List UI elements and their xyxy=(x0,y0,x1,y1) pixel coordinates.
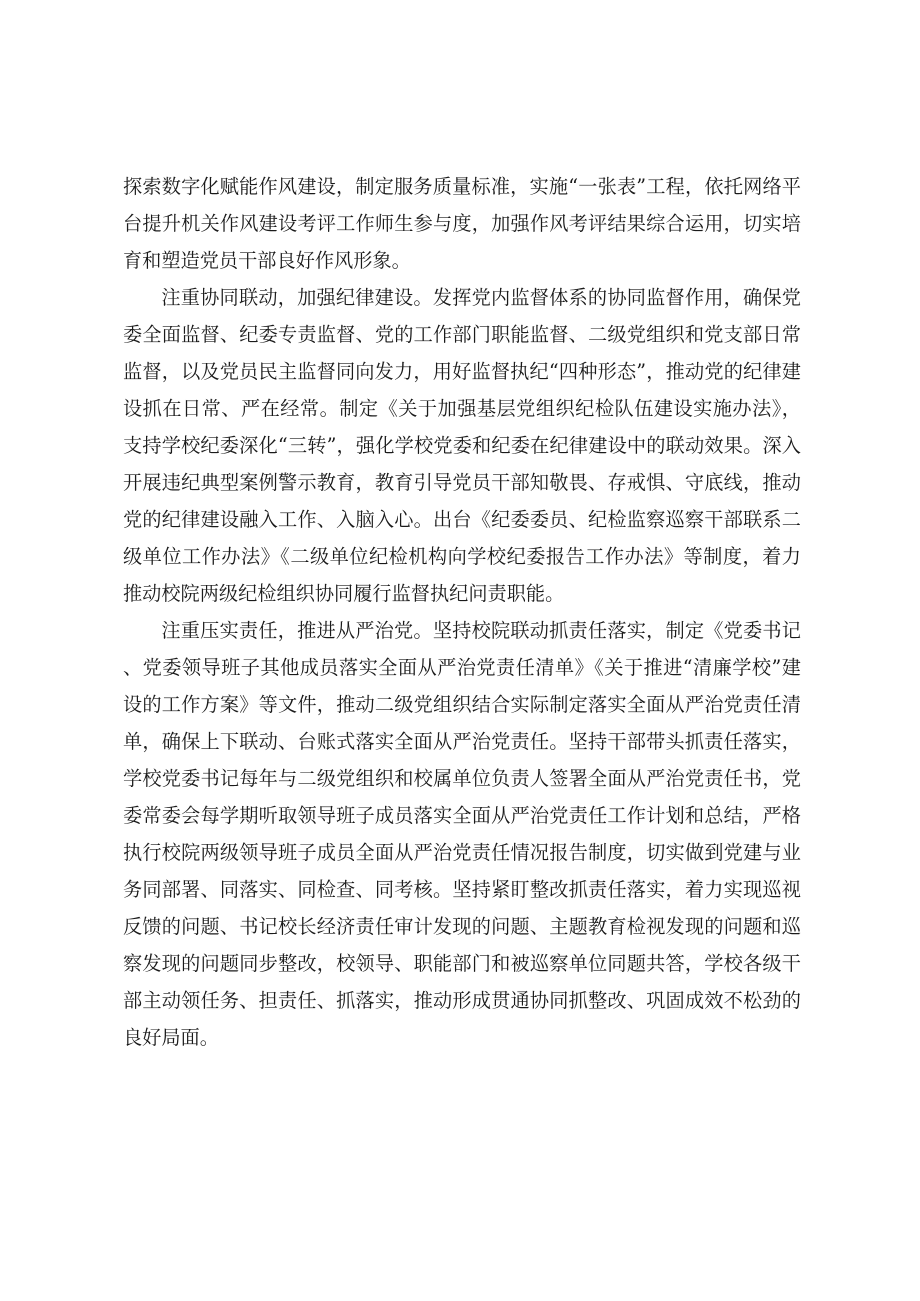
paragraph-work-style: 探索数字化赋能作风建设，制定服务质量标准，实施“一张表”工程，依托网络平台提升机关作风建设考评工作师生参与度，加强作风考评结果综合运用，切实培育和塑造党员干部良好作风形象。 xyxy=(123,175,801,272)
paragraph-discipline-building: 注重协同联动，加强纪律建设。发挥党内监督体系的协同监督作用，确保党委全面监督、纪委专责监督、党的工作部门职能监督、二级党组织和党支部日常监督，以及党员民主监督同向发力，用好监督执纪“四种形态”，推动党的纪律建设抓在日常、严在经常。制定《关于加强基层党组织纪检队伍建设实施办法》，支持学校纪委深化“三转”，强化学校党委和纪委在纪律建设中的联动效果。深入开展违纪典型案例警示教育，教育引导党员干部知敬畏、存戒惧、守底线，推动党的纪律建设融入工作、入脑入心。出台《纪委委员、纪检监察巡察干部联系二级单位工作办法》《二级单位纪检机构向学校纪委报告工作办法》等制度，着力推动校院两级纪检组织协同履行监督执纪问责职能。 xyxy=(123,286,801,605)
document-body xyxy=(123,168,801,1056)
paragraph-responsibility: 注重压实责任，推进从严治党。坚持校院联动抓责任落实，制定《党委书记、党委领导班子其他成员落实全面从严治党责任清单》《关于推进“清廉学校”建设的工作方案》等文件，推动二级党组织结合实际制定落实全面从严治党责任清单，确保上下联动、台账式落实全面从严治党责任。坚持干部带头抓责任落实，学校党委书记每年与二级党组织和校属单位负责人签署全面从严治党责任书，党委常委会每学期听取领导班子成员落实全面从严治党责任工作计划和总结，严格执行校院两级领导班子成员全面从严治党责任情况报告制度，切实做到党建与业务同部署、同落实、同检查、同考核。坚持紧盯整改抓责任落实，着力实现巡视反馈的问题、书记校长经济责任审计发现的问题、主题教育检视发现的问题和巡察发现的问题同步整改，校领导、职能部门和被巡察单位同题共答，学校各级干部主动领任务、担责任、抓落实，推动形成贯通协同抓整改、巩固成效不松劲的良好局面。 xyxy=(123,619,801,1049)
